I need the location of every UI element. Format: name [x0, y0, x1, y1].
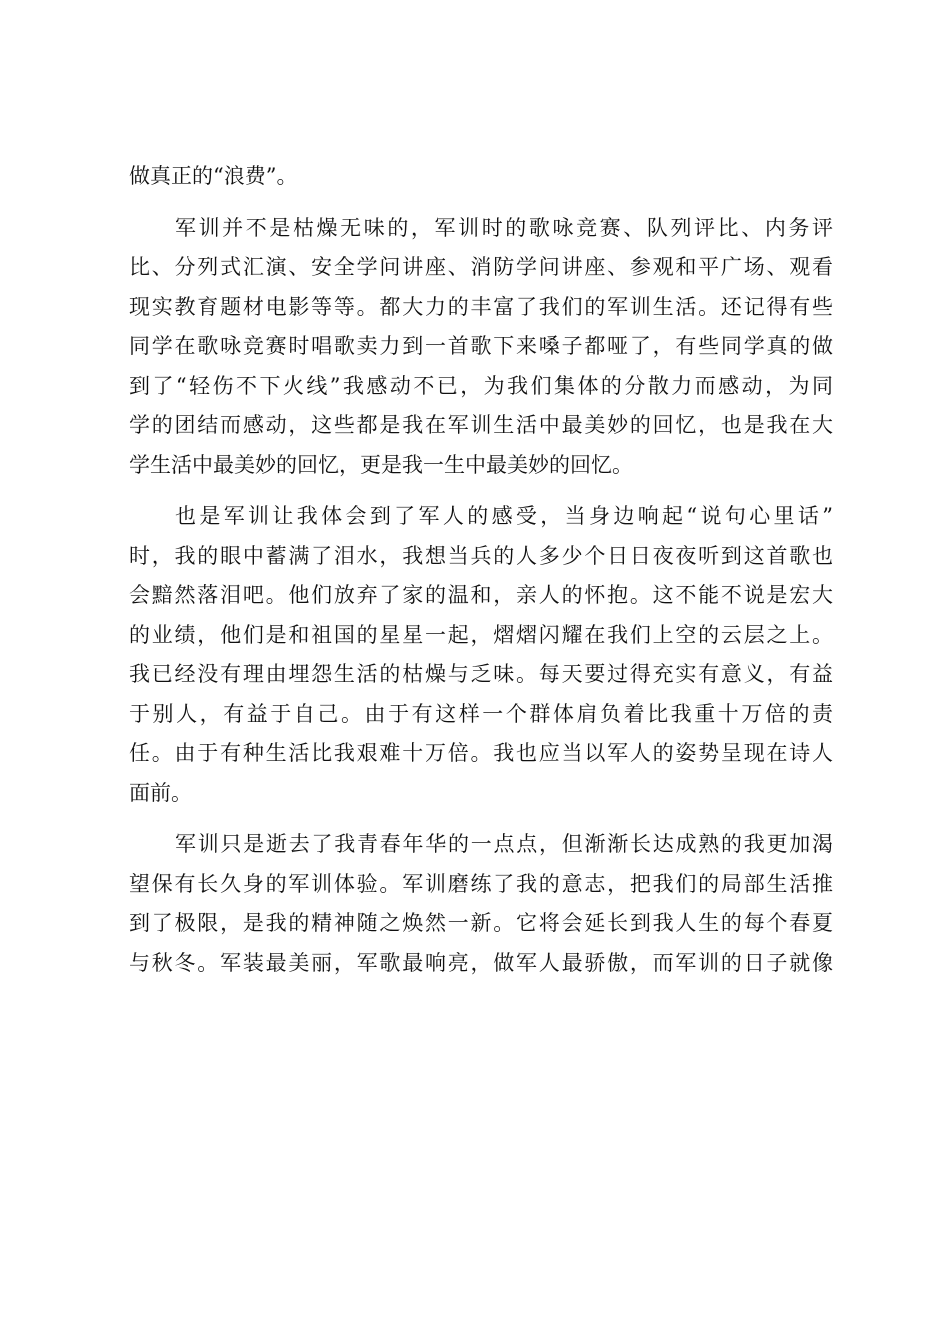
paragraph-gap	[129, 485, 833, 497]
paragraph-line: 学生活中最美妙的回忆，更是我一生中最美妙的回忆。	[129, 452, 633, 477]
paragraph-gap	[129, 813, 833, 825]
paragraph-line: 军训只是逝去了我青春年华的一点点，但渐渐长达成熟的我更加渴	[175, 832, 833, 856]
paragraph-line: 现实教育题材电影等等。都大力的丰富了我们的军训生活。还记得有些	[129, 294, 833, 319]
paragraph-line: 望保有长久身的军训体验。军训磨练了我的意志，把我们的局部生活推	[129, 871, 833, 896]
paragraph-line: 同学在歌咏竞赛时唱歌卖力到一首歌下来嗓子都哑了，有些同学真的做	[129, 334, 833, 358]
paragraph-line: 到了极限，是我的精神随之焕然一新。它将会延长到我人生的每个春夏	[129, 911, 833, 935]
paragraph-line: 比、分列式汇演、安全学问讲座、消防学问讲座、参观和平广场、观看	[129, 255, 833, 279]
paragraph-line: 军训并不是枯燥无味的，军训时的歌咏竞赛、队列评比、内务评	[175, 215, 833, 240]
paragraph-line: 到了“轻伤不下火线”我感动不已，为我们集体的分散力而感动，为同	[129, 373, 833, 398]
paragraph-line: 做真正的“浪费”。	[129, 164, 298, 188]
paragraph-line: 任。由于有种生活比我艰难十万倍。我也应当以军人的姿势呈现在诗人	[129, 741, 833, 765]
paragraph-line: 与秋冬。军装最美丽，军歌最响亮，做军人最骄傲，而军训的日子就像	[129, 950, 833, 975]
paragraph-line: 于别人，有益于自己。由于有这样一个群体肩负着比我重十万倍的责	[129, 701, 833, 726]
paragraph-line: 时，我的眼中蓄满了泪水，我想当兵的人多少个日日夜夜听到这首歌也	[129, 543, 833, 568]
document-body	[129, 157, 833, 983]
paragraph-line: 也是军训让我体会到了军人的感受，当身边响起“说句心里话”	[175, 504, 833, 528]
paragraph-line: 会黯然落泪吧。他们放弃了家的温和，亲人的怀抱。这不能不说是宏大	[129, 583, 833, 607]
paragraph-line: 面前。	[129, 780, 192, 805]
paragraph-line: 的业绩，他们是和祖国的星星一起，熠熠闪耀在我们上空的云层之上。	[129, 622, 833, 647]
paragraph-gap	[129, 197, 833, 209]
paragraph-line: 学的团结而感动，这些都是我在军训生活中最美妙的回忆，也是我在大	[129, 413, 833, 437]
paragraph-line: 我已经没有理由埋怨生活的枯燥与乏味。每天要过得充实有意义，有益	[129, 662, 833, 686]
